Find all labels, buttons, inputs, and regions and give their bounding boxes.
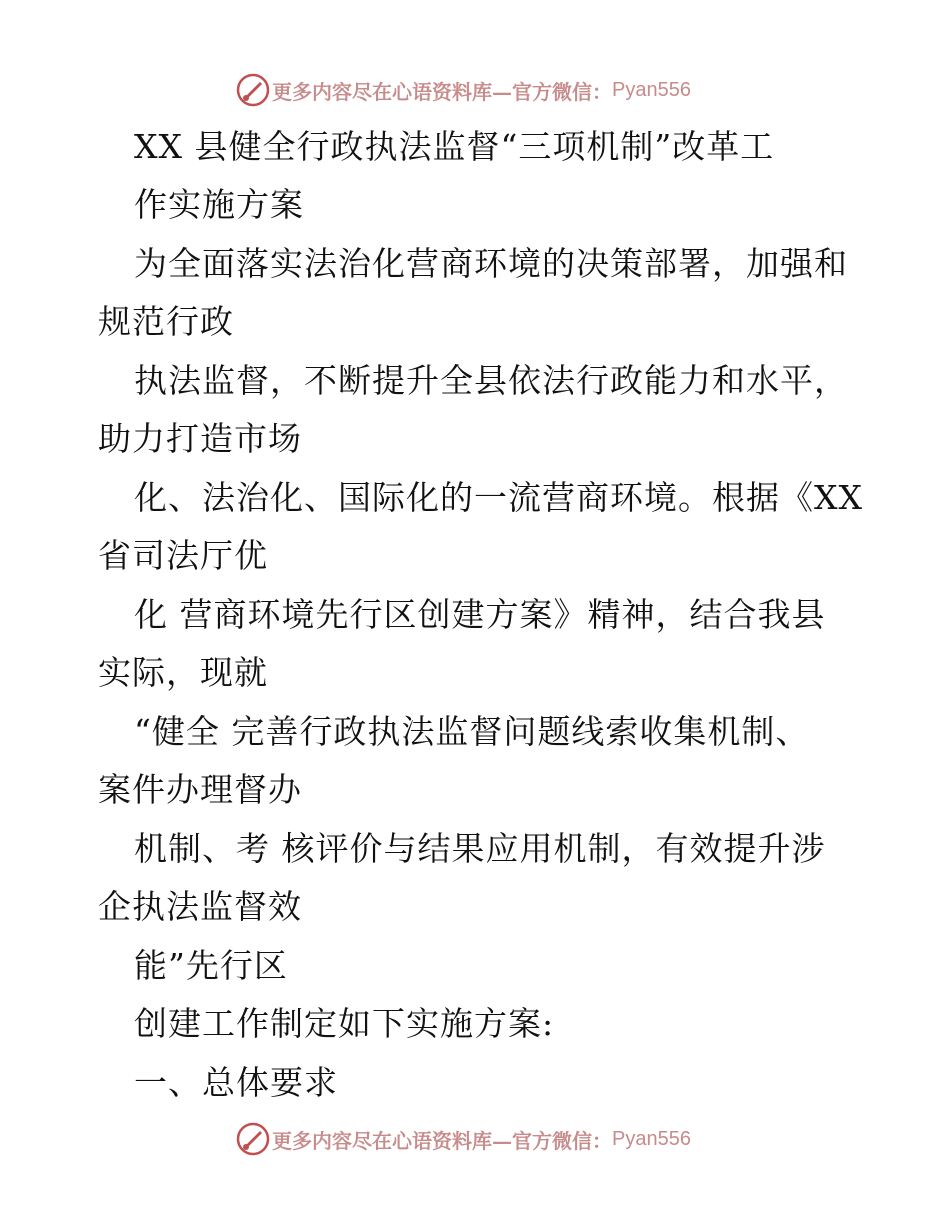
body-line: 实际，现就: [98, 653, 268, 692]
brush-logo-icon: [236, 73, 270, 107]
body-line: 省司法厅优: [98, 536, 268, 575]
watermark-text: 更多内容尽在心语资料库—官方微信：: [272, 79, 612, 104]
body-line: 助力打造市场: [98, 419, 302, 458]
doc-title-line-1: XX 县健全行政执法监督“三项机制”改革工: [134, 127, 775, 166]
body-line: 能”先行区: [134, 946, 288, 985]
watermark-banner-bottom: [236, 1121, 691, 1157]
body-line: “健全 完善行政执法监督问题线索收集机制、: [134, 712, 810, 751]
body-line: 创建工作制定如下实施方案:: [134, 1004, 555, 1043]
body-line: 执法监督，不断提升全县依法行政能力和水平，: [134, 361, 848, 400]
body-line: 企执法监督效: [98, 887, 302, 926]
watermark-id: Pyan556: [612, 78, 691, 101]
body-line: 机制、考 核评价与结果应用机制，有效提升涉: [134, 829, 826, 868]
body-line: 化 营商环境先行区创建方案》精神，结合我县: [134, 595, 826, 634]
body-line: 规范行政: [98, 302, 234, 341]
watermark-banner-top: [236, 72, 691, 108]
doc-title-line-2: 作实施方案: [134, 185, 304, 224]
body-line: 为全面落实法治化营商环境的决策部署，加强和: [134, 244, 848, 283]
body-line: 化、法治化、国际化的一流营商环境。根据《XX: [134, 478, 863, 517]
section-heading: 一、总体要求: [134, 1063, 338, 1102]
watermark-text: 更多内容尽在心语资料库—官方微信：: [272, 1128, 612, 1153]
brush-logo-icon: [236, 1122, 270, 1156]
body-line: 案件办理督办: [98, 770, 302, 809]
watermark-id: Pyan556: [612, 1127, 691, 1150]
